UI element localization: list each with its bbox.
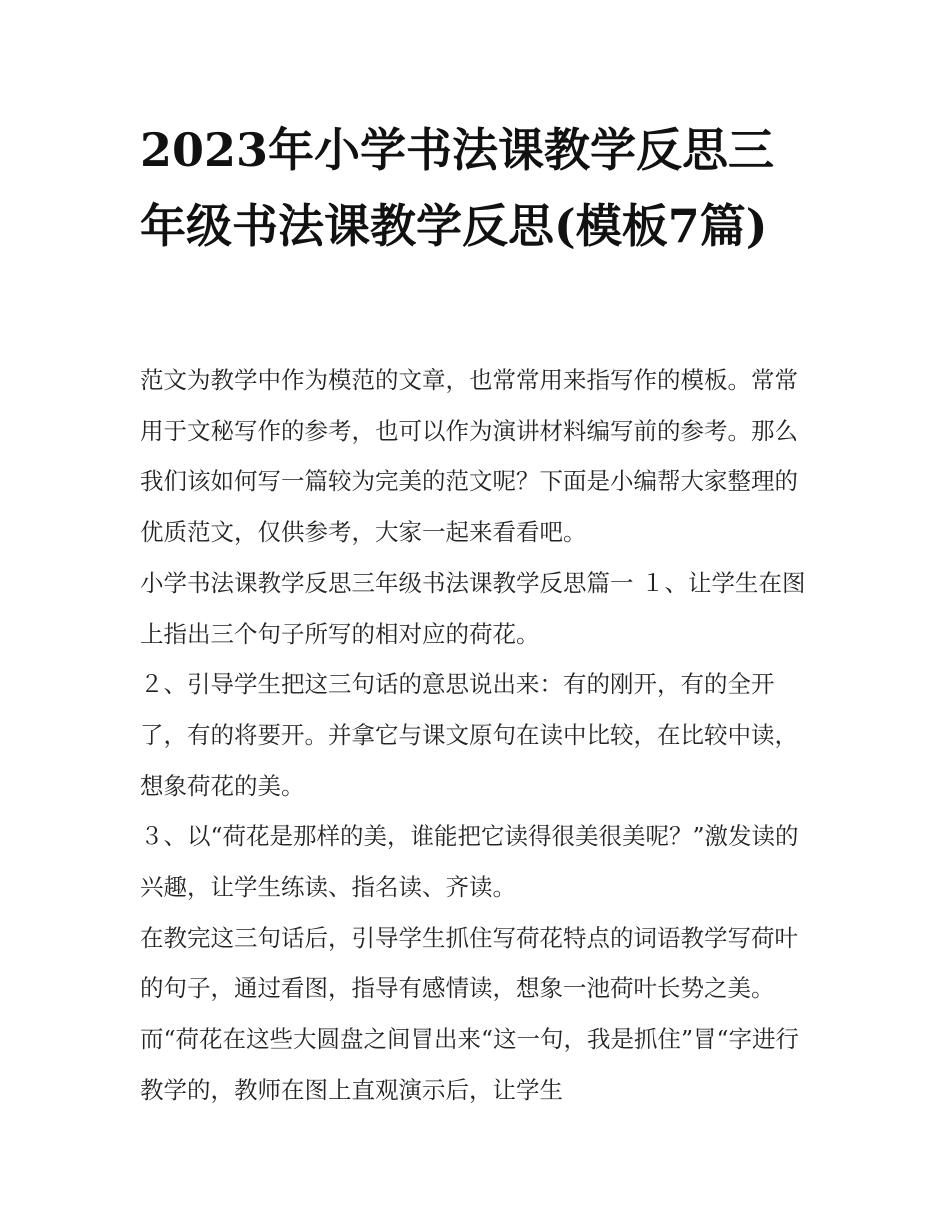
document-body (140, 355, 820, 1116)
paragraph-reflection: 在教完这三句话后，引导学生抓住写荷花特点的词语教学写荷叶的句子，通过看图，指导有感情读，想象一池荷叶长势之美。而“荷花在这些大圆盘之间冒出来“这一句，我是抓住”冒“字进行教学的，教师在图上直观演示后，让学生 (140, 923, 800, 1104)
paragraph-item-two: ２、引导学生把这三句话的意思说出来：有的刚开，有的全开了，有的将要开。并拿它与课文原句在读中比较，在比较中读，想象荷花的美。 (140, 670, 798, 800)
paragraph-intro: 范文为教学中作为模范的文章，也常常用来指写作的模板。常常用于文秘写作的参考，也可以作为演讲材料编写前的参考。那么我们该如何写一篇较为完美的范文呢？下面是小编帮大家整理的优质范文，仅供参考，大家一起来看看吧。 (140, 366, 798, 547)
paragraph-item-three: ３、以“荷花是那样的美，谁能把它读得很美很美呢？”激发读的兴趣，让学生练读、指名读、齐读。 (140, 822, 799, 902)
paragraph-section-one: 小学书法课教学反思三年级书法课教学反思篇一 １、让学生在图上指出三个句子所写的相对应的荷花。 (140, 568, 806, 648)
document-title: 2023年小学书法课教学反思三年级书法课教学反思(模板7篇) (140, 123, 775, 253)
